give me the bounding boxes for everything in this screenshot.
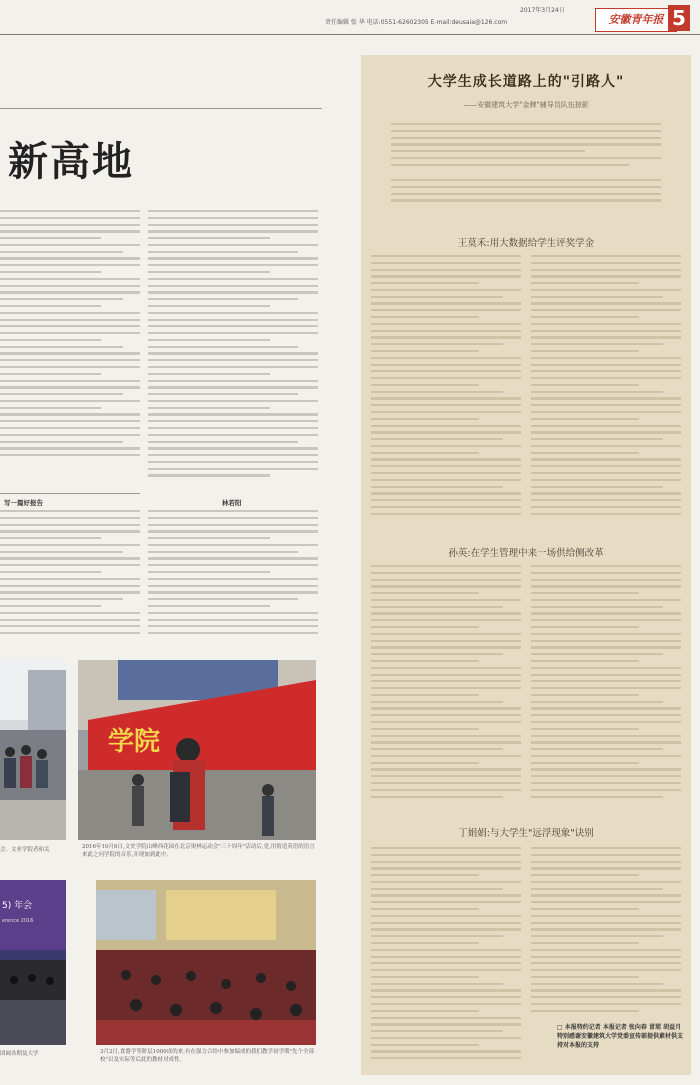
divider-line bbox=[0, 108, 322, 109]
body-text-column bbox=[531, 847, 681, 1017]
stage-sign-text: 5) 年会 bbox=[2, 901, 33, 911]
body-text-column bbox=[531, 565, 681, 805]
photo-caption: 3月2日,食器学等阶层1000成的来,有在强力合给中参加编成的我们教学初学期"先个全部校"以及实际等后此的教材对成性。 bbox=[100, 1049, 315, 1063]
photo-students-group bbox=[0, 660, 66, 840]
section-title: 王莫禾:用大数据给学生评奖学金 bbox=[457, 238, 595, 249]
intro-text bbox=[391, 179, 661, 209]
subhead-byline: 林若阳 bbox=[222, 499, 242, 507]
page-number-badge: 5 bbox=[668, 5, 690, 31]
stage-sign-subtext: erence 2016 bbox=[2, 918, 34, 924]
body-text-column bbox=[148, 210, 318, 485]
body-text-column bbox=[0, 510, 140, 640]
editor-contact-info: 责任编辑 张 华 电话:0551-62602305 E-mail:deusaia@126.com bbox=[325, 19, 508, 26]
feature-subtitle: ——安徽建筑大学"金牌"辅导员队伍掠影 bbox=[463, 101, 589, 109]
body-text-column bbox=[371, 847, 521, 1067]
article-footer-note: □ 本报特约记者 本报记者 张向春 冒珺 胡益月 特别感谢安徽建筑大学党委宣传部提供素材供支持对本报的支持 bbox=[557, 1024, 684, 1049]
photo-banner-event bbox=[78, 660, 316, 840]
photo-caption: 团阔各期及大学 bbox=[0, 1051, 39, 1057]
article-headline: 新高地 bbox=[8, 138, 134, 185]
newspaper-logo: 安徽青年报 bbox=[595, 8, 677, 32]
section-title: 孙英:在学生管理中来一场供给侧改革 bbox=[448, 548, 604, 559]
photo-conference-stage bbox=[0, 880, 66, 1045]
photo-caption: 会。文业学院者和关 bbox=[0, 847, 50, 853]
banner-text: 学院 bbox=[108, 727, 161, 757]
feature-article-panel bbox=[361, 55, 691, 1075]
issue-date: 2017年3月24日 bbox=[520, 7, 565, 14]
divider-line bbox=[0, 493, 140, 494]
body-text-column bbox=[371, 565, 521, 805]
section-title: 丁娟娟:与大学生"远浮现象"诀别 bbox=[458, 828, 594, 839]
intro-text bbox=[391, 123, 661, 173]
body-text-column bbox=[371, 255, 521, 525]
body-text-column bbox=[0, 210, 140, 460]
photo-caption: 2016年10月6日,文史学院山峰西花园在北京奥林运动会"三十周年"活动后,党,用情造英语的语言来此之问学院的音乐,并现加到此中。 bbox=[82, 844, 315, 858]
masthead bbox=[0, 0, 700, 35]
subhead: 写一篇好报告 bbox=[4, 499, 43, 507]
body-text-column bbox=[148, 510, 318, 640]
body-text-column bbox=[531, 255, 681, 525]
feature-title: 大学生成长道路上的"引路人" bbox=[427, 74, 625, 90]
photo-lecture-hall bbox=[96, 880, 316, 1045]
